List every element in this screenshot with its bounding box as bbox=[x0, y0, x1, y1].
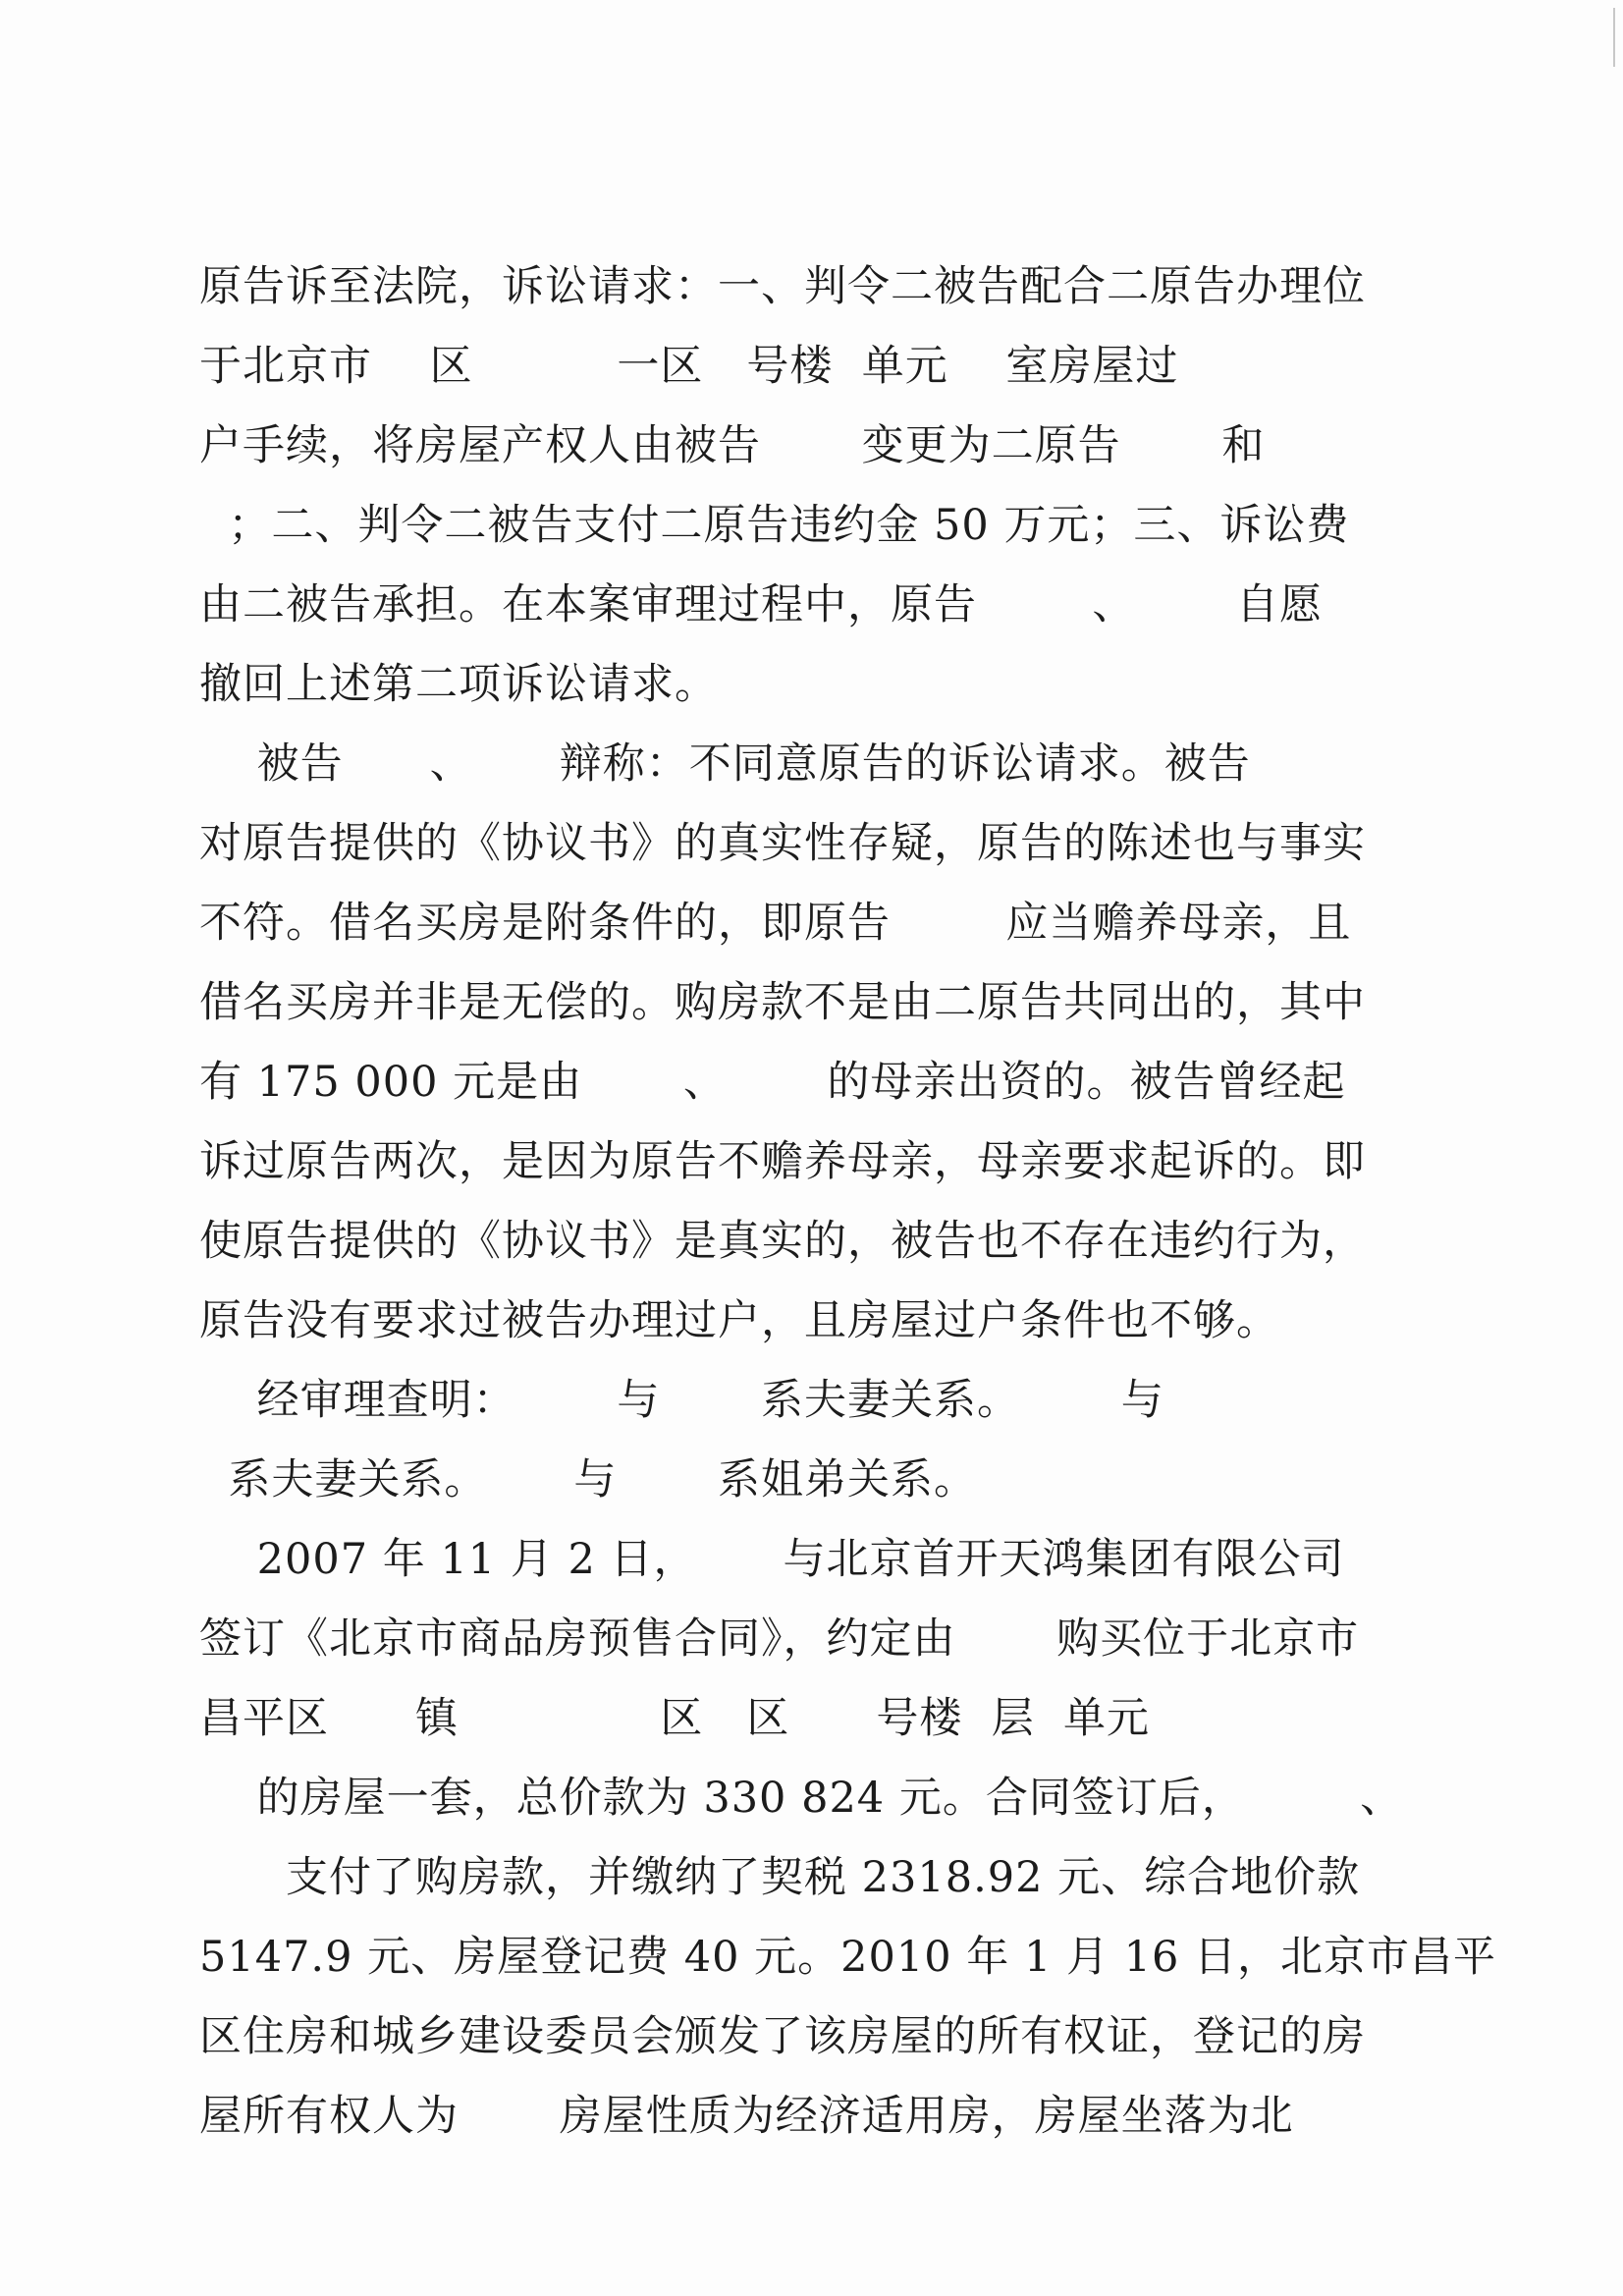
text-line-2: 于北京市 区 一区 号楼 单元 室房屋过 bbox=[199, 342, 1179, 391]
text-line-19: 昌平区 镇 区 区 号楼 层 单元 bbox=[199, 1694, 1151, 1743]
text-line-4: ；二、判令二被告支付二原告违约金 50 万元；三、诉讼费 bbox=[199, 501, 1350, 550]
text-line-1: 原告诉至法院，诉讼请求：一、判令二被告配合二原告办理位 bbox=[199, 262, 1366, 311]
text-line-12: 诉过原告两次，是因为原告不赡养母亲，母亲要求起诉的。即 bbox=[199, 1137, 1366, 1186]
text-line-14: 原告没有要求过被告办理过户，且房屋过户条件也不够。 bbox=[199, 1296, 1279, 1345]
text-line-24: 屋所有权人为 房屋性质为经济适用房，房屋坐落为北 bbox=[199, 2092, 1294, 2141]
text-line-18: 签订《北京市商品房预售合同》，约定由 购买位于北京市 bbox=[199, 1614, 1360, 1664]
text-line-23: 区住房和城乡建设委员会颁发了该房屋的所有权证，登记的房 bbox=[199, 2012, 1366, 2061]
text-line-13: 使原告提供的《协议书》是真实的，被告也不存在违约行为， bbox=[199, 1217, 1366, 1266]
text-line-5: 由二被告承担。在本案审理过程中，原告 、 自愿 bbox=[199, 580, 1324, 629]
text-line-9: 不符。借名买房是附条件的，即原告 应当赡养母亲，且 bbox=[199, 899, 1352, 948]
text-line-3: 户手续，将房屋产权人由被告 变更为二原告 和 bbox=[199, 421, 1266, 470]
text-line-21: 支付了购房款，并缴纳了契税 2318.92 元、综合地价款 bbox=[199, 1853, 1361, 1902]
text-line-6: 撤回上述第二项诉讼请求。 bbox=[199, 660, 718, 709]
page-edge-mark bbox=[1584, 8, 1615, 67]
text-line-11: 有 175 000 元是由 、 的母亲出资的。被告曾经起 bbox=[199, 1058, 1346, 1107]
text-line-10: 借名买房并非是无偿的。购房款不是由二原告共同出的，其中 bbox=[199, 978, 1366, 1027]
text-line-16: 系夫妻关系。 与 系姐弟关系。 bbox=[199, 1455, 978, 1504]
text-line-7: 被告 、 辩称：不同意原告的诉讼请求。被告 bbox=[199, 739, 1251, 789]
text-line-15: 经审理查明： 与 系夫妻关系。 与 bbox=[199, 1376, 1164, 1425]
text-line-8: 对原告提供的《协议书》的真实性存疑，原告的陈述也与事实 bbox=[199, 819, 1366, 868]
text-line-17: 2007 年 11 月 2 日， 与北京首开天鸿集团有限公司 bbox=[199, 1535, 1345, 1584]
text-line-20: 的房屋一套，总价款为 330 824 元。合同签订后， 、 bbox=[199, 1774, 1404, 1823]
text-line-22: 5147.9 元、房屋登记费 40 元。2010 年 1 月 16 日，北京市昌平 bbox=[199, 1933, 1497, 1982]
